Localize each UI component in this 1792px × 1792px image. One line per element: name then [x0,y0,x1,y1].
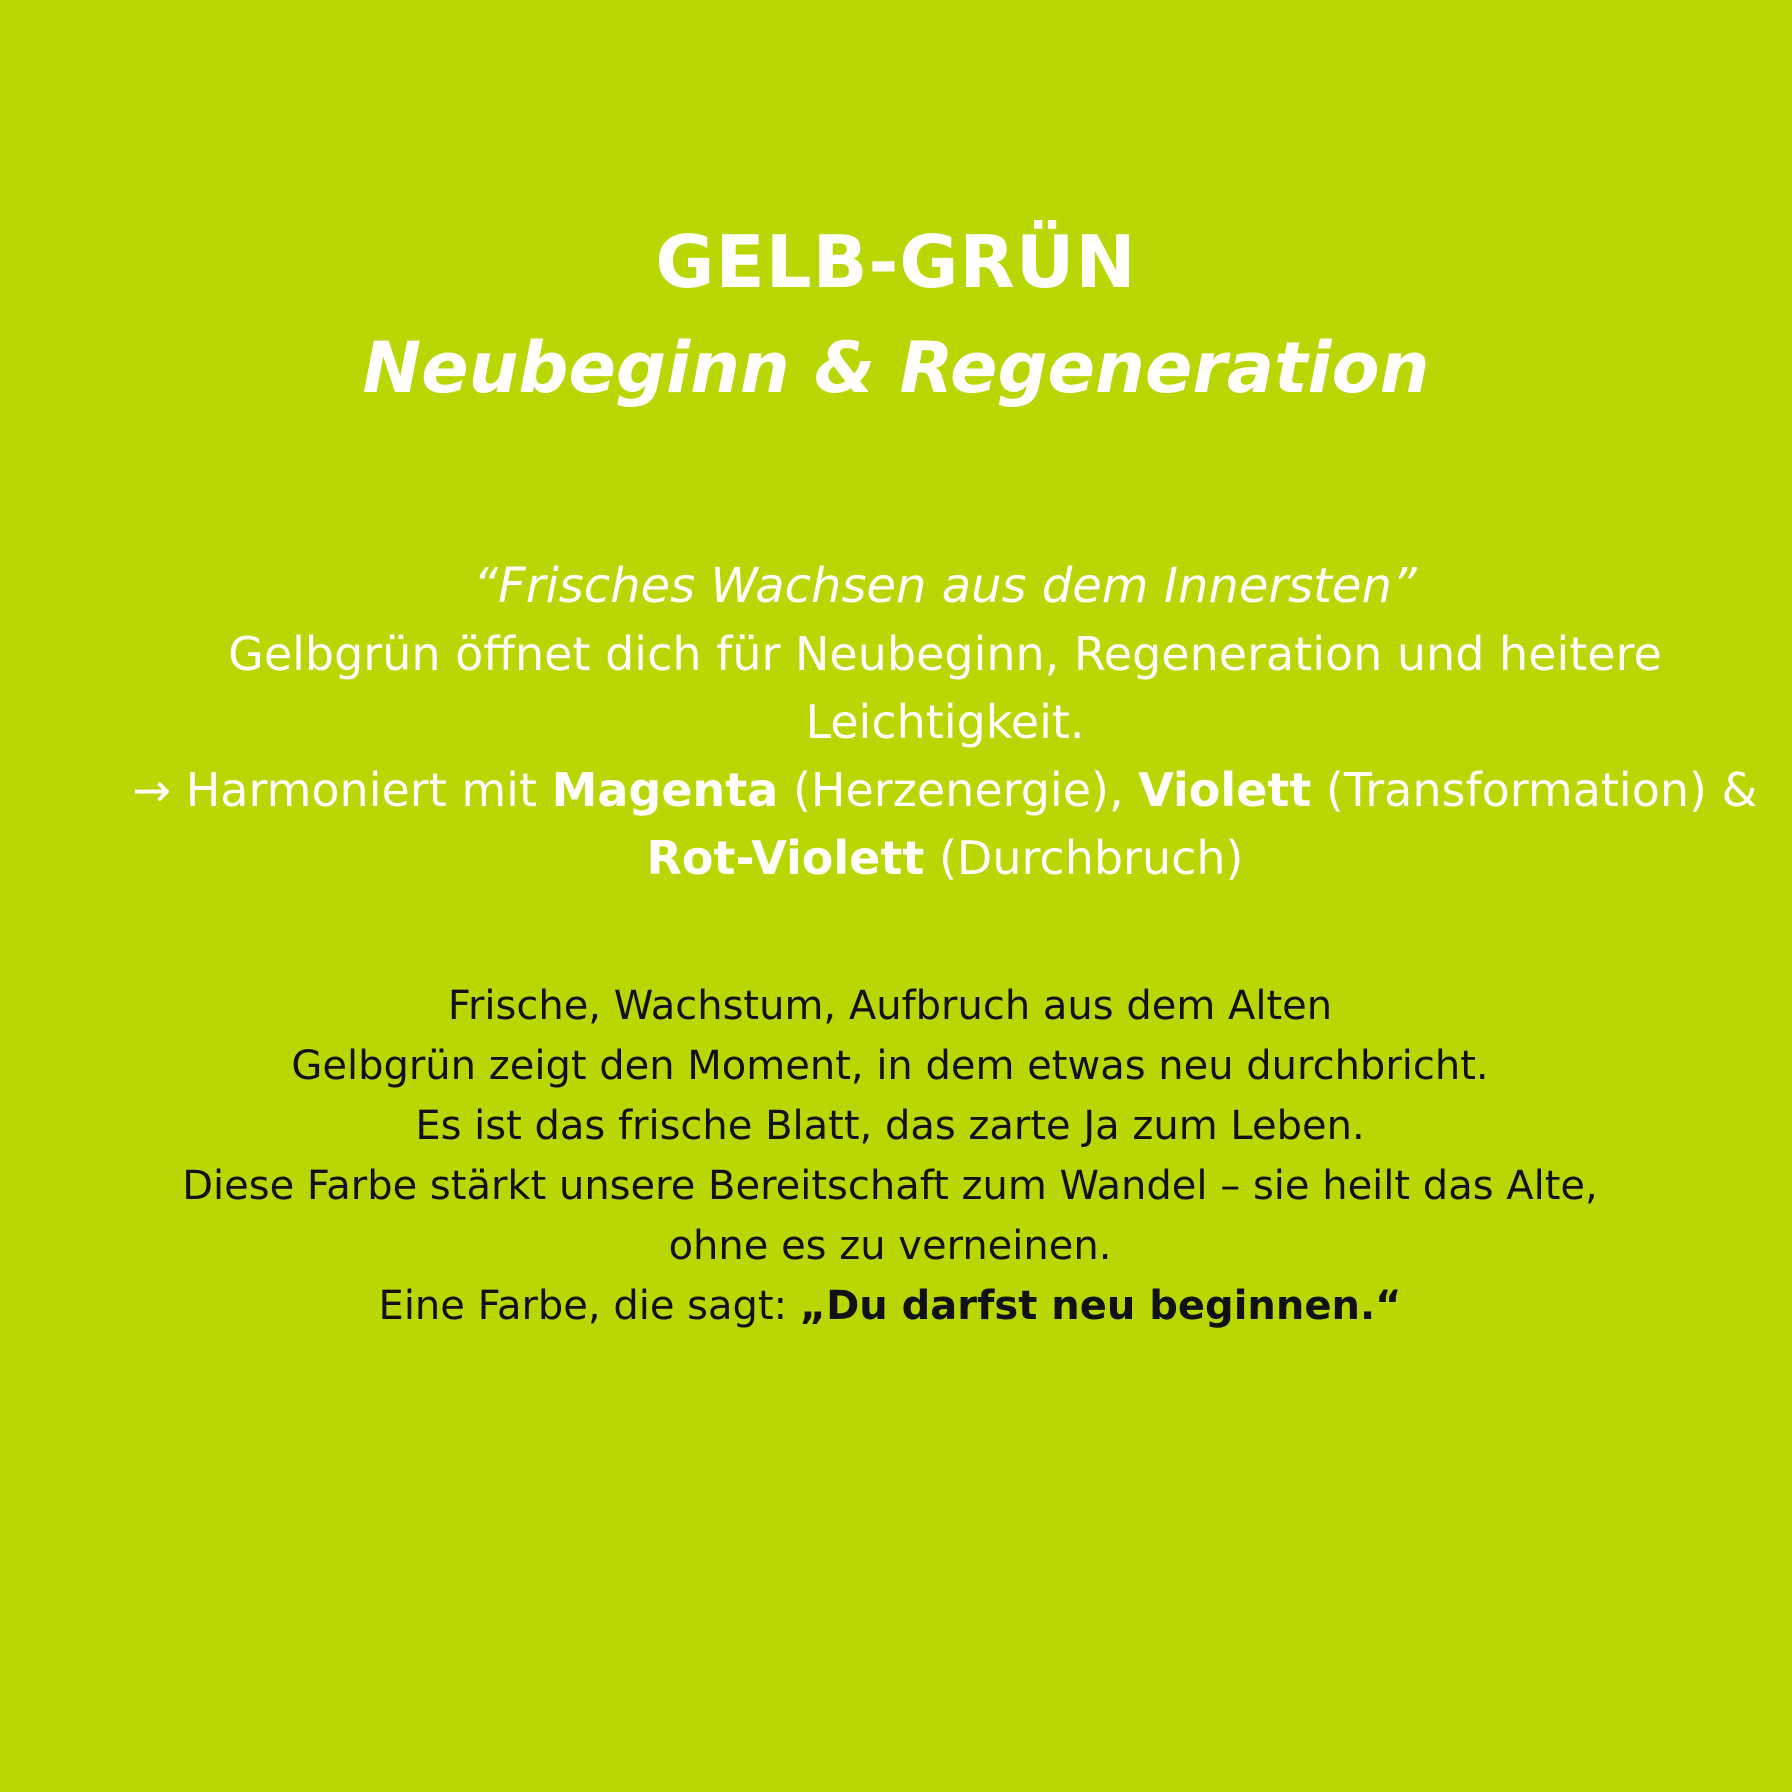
harmony-color-magenta: Magenta [551,763,779,817]
harmony-desc-rot-violett: (Durchbruch) [924,831,1244,885]
description-line: Diese Farbe stärkt unsere Bereitschaft zum Wandel – sie heilt das Alte, [182,1163,1598,1209]
description-line: Frische, Wachstum, Aufbruch aus dem Alten [447,983,1333,1029]
harmony-line-1 [120,756,1770,824]
closing-line [60,1276,1720,1336]
description-block [60,976,1720,1336]
harmony-line-2 [120,824,1770,892]
description-line: Gelbgrün zeigt den Moment, in dem etwas neu durchbricht. [291,1043,1489,1089]
closing-prefix: Eine Farbe, die sagt: [378,1283,800,1329]
page-subtitle: Neubeginn & Regeneration [362,327,1430,409]
harmony-desc-violett: (Transformation) & [1311,763,1758,817]
harmony-desc-magenta: (Herzenergie), [778,763,1139,817]
intro-line-2: Leichtigkeit. [805,695,1085,749]
intro-line-1: Gelbgrün öffnet dich für Neubeginn, Regeneration und heitere [228,627,1662,681]
description-line: ohne es zu verneinen. [668,1223,1112,1269]
harmony-color-rot-violett: Rot-Violett [646,831,925,885]
harmony-prefix: → Harmoniert mit [132,763,552,817]
closing-quote: „Du darfst neu beginnen.“ [799,1283,1402,1329]
intro-quote: “Frisches Wachsen aus dem Innersten” [473,558,1417,614]
description-line: Es ist das frische Blatt, das zarte Ja zum Leben. [415,1103,1365,1149]
intro-block [120,552,1770,892]
page-title: GELB-GRÜN [655,220,1137,304]
harmony-color-violett: Violett [1138,763,1312,817]
